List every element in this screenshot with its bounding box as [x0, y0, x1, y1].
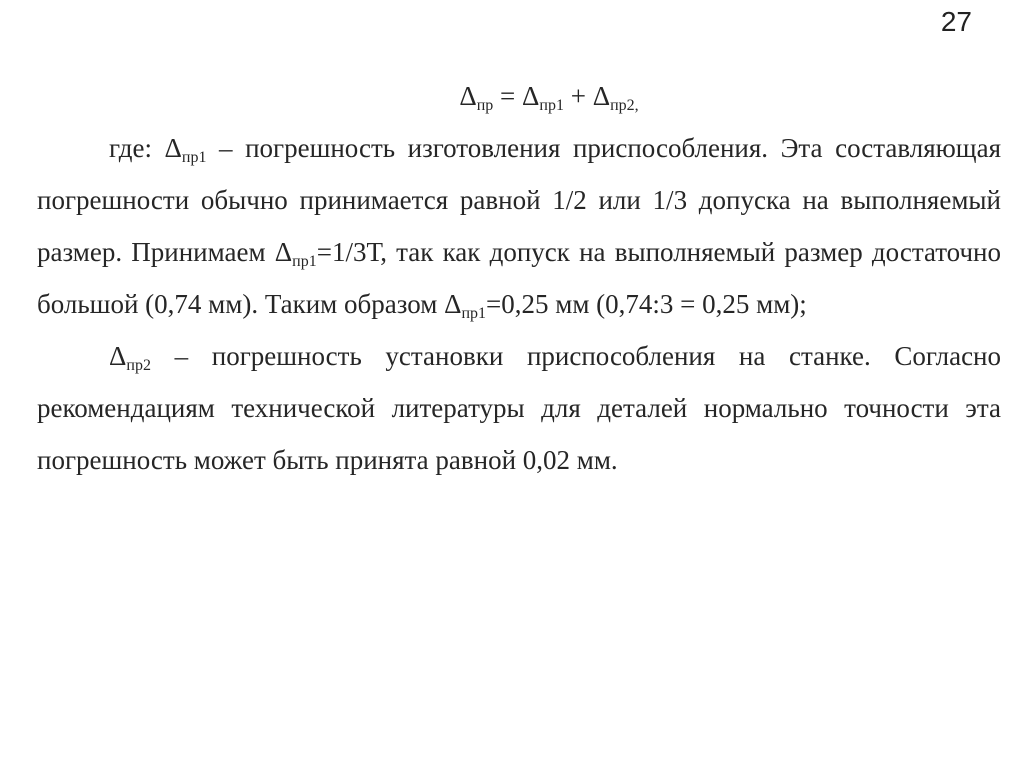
paragraph-text: – погрешность установки приспособления на станке. Согласно рекомендациям технической литературы для деталей нормально точности эта погрешность может быть принята равной 0,02 мм.	[37, 341, 1001, 475]
paragraph-lead: где:	[109, 133, 165, 163]
delta-symbol: Δ	[109, 341, 127, 371]
delta-symbol: Δ	[164, 133, 182, 163]
delta-subscript: пр1	[292, 253, 317, 270]
formula-equals: =	[493, 81, 523, 111]
document-body	[37, 70, 1001, 486]
formula-term1-subscript: пр1	[539, 97, 564, 114]
paragraph-text: =1/3Т, так как допуск на выполняемый размер достаточно большой (0,74 мм). Таким образом	[37, 237, 1001, 319]
formula	[37, 70, 1001, 122]
delta-symbol: Δ	[444, 289, 462, 319]
paragraph-installation-error	[37, 330, 1001, 486]
formula-plus: +	[563, 81, 593, 111]
delta-subscript: пр1	[461, 305, 487, 322]
paragraph-text: – погрешность изготовления приспособления. Эта составляющая погрешности обычно принимается равной 1/2 или 1/3 допуска на выполняемый размер. Принимаем	[37, 133, 1001, 267]
formula-term2-subscript: пр2,	[610, 97, 639, 114]
formula-delta: Δ	[522, 81, 540, 111]
delta-subscript: пр1	[181, 149, 207, 166]
formula-lhs-subscript: пр	[476, 97, 494, 114]
delta-subscript: пр2	[126, 357, 151, 374]
formula-delta: Δ	[592, 81, 611, 111]
paragraph-fixture-error	[37, 122, 1001, 330]
paragraph-text: =0,25 мм (0,74:3 = 0,25 мм);	[486, 289, 807, 319]
page-number: 27	[940, 6, 972, 37]
formula-delta: Δ	[459, 81, 477, 111]
delta-symbol: Δ	[274, 237, 293, 267]
